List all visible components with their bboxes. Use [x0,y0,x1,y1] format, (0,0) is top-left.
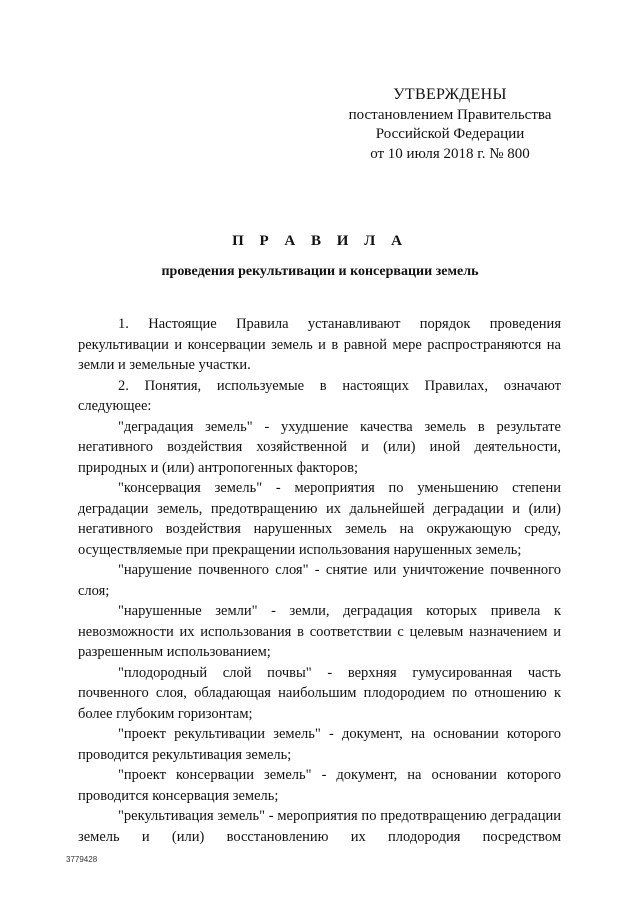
document-code: 3779428 [66,855,98,864]
definition-paragraph: "нарушенные земли" - земли, деградация которых привела к невозможности их использования в соответствии с целевым назначением и разрешенным использованием; [78,603,561,660]
definition-paragraph: "проект рекультивации земель" - документ, на основании которого проводится рекультивация земель; [78,726,561,763]
approval-heading: УТВЕРЖДЕНЫ [393,86,507,103]
definition-paragraph: "нарушение почвенного слоя" - снятие или уничтожение почвенного слоя; [78,562,561,599]
definition-paragraph: "плодородный слой почвы" - верхняя гумусированная часть почвенного слоя, обладающая наибольшим плодородием по отношению к более глубоким горизонтам; [78,664,561,722]
definition-paragraph: "консервация земель" - мероприятия по уменьшению степени деградации земель, предотвращению их дальнейшей деградации и (или) негативного воздействия нарушенных земель на окружающую среду, осуществляемые при прекращении использования нарушенных земель; [78,480,561,558]
paragraph: 2. Понятия, используемые в настоящих Правилах, означают следующее: [78,377,561,414]
approval-block [330,85,570,164]
definition-paragraph: "проект консервации земель" - документ, на основании которого проводится консервация земель; [78,767,561,804]
document-body [78,314,561,847]
definition-paragraph: "рекультивация земель" - мероприятия по предотвращению деградации земель и (или) восстановлению их плодородия посредством [78,808,561,845]
document-subtitle: проведения рекультивации и консервации земель [161,264,479,279]
document-title: П Р А В И Л А [232,233,408,249]
approval-line: постановлением Правительства [348,106,552,123]
paragraph: 1. Настоящие Правила устанавливают порядок проведения рекультивации и консервации земель и в равной мере распространяются на земли и земельные участки. [78,316,561,373]
definition-paragraph: "деградация земель" - ухудшение качества земель в результате негативного воздействия хозяйственной и (или) иной деятельности, природных и (или) антропогенных факторов; [78,418,561,476]
approval-line: Российской Федерации [375,126,525,142]
approval-date-number: от 10 июля 2018 г. № 800 [370,145,530,162]
